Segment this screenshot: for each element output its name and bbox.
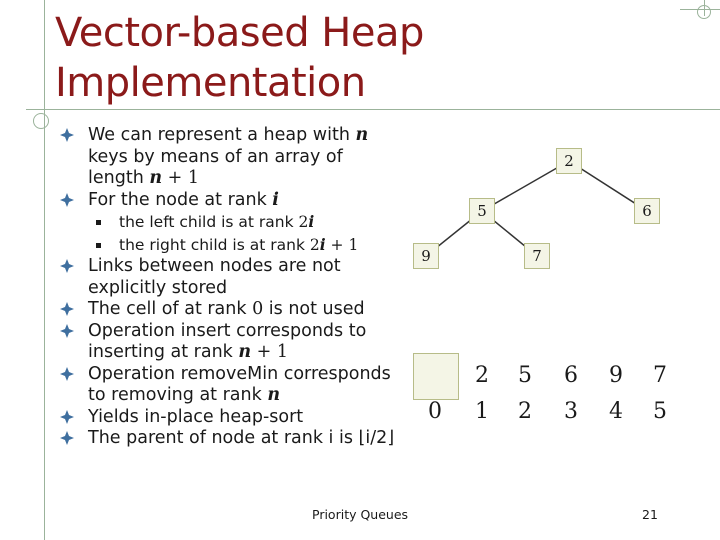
title-line-2: Implementation bbox=[55, 60, 366, 106]
bullet-removemin-operation: Operation removeMin corresponds to removing at rank n bbox=[60, 364, 400, 407]
array-index-0: 0 bbox=[428, 399, 442, 424]
array-value-4: 9 bbox=[609, 363, 623, 388]
bullet-parent-rank: The parent of node at rank i is ⌊i/2⌋ bbox=[60, 428, 400, 450]
subbullet-left-child: the left child is at rank 2i bbox=[60, 211, 400, 234]
subbullet-right-child: the right child is at rank 2i + 1 bbox=[60, 234, 400, 257]
heap-node-root: 2 bbox=[556, 148, 582, 174]
heap-node-left: 5 bbox=[469, 198, 495, 224]
bullet-heap-sort: Yields in-place heap-sort bbox=[60, 407, 400, 429]
bullet-insert-operation: Operation insert corresponds to inserting at rank n + 1 bbox=[60, 321, 400, 364]
array-value-5: 7 bbox=[653, 363, 667, 388]
array-cell-unused bbox=[413, 353, 459, 400]
heap-node-left-right: 7 bbox=[524, 243, 550, 269]
title-line-1: Vector-based Heap bbox=[55, 10, 424, 56]
array-value-3: 6 bbox=[564, 363, 578, 388]
bullet-node-at-rank: For the node at rank i bbox=[60, 190, 400, 212]
array-index-1: 1 bbox=[475, 399, 489, 424]
array-index-2: 2 bbox=[518, 399, 532, 424]
array-index-3: 3 bbox=[564, 399, 578, 424]
bullet-cell-zero-unused: The cell of at rank 0 is not used bbox=[60, 299, 400, 321]
array-value-1: 2 bbox=[475, 363, 489, 388]
page-number: 21 bbox=[642, 507, 658, 522]
footer-text: Priority Queues bbox=[312, 507, 409, 522]
array-index-4: 4 bbox=[609, 399, 623, 424]
array-value-2: 5 bbox=[518, 363, 532, 388]
bullet-links-not-stored: Links between nodes are not explicitly stored bbox=[60, 256, 400, 299]
heap-node-left-left: 9 bbox=[413, 243, 439, 269]
bullet-array-representation: We can represent a heap with n keys by means of an array of length n + 1 bbox=[60, 125, 400, 190]
array-index-5: 5 bbox=[653, 399, 667, 424]
heap-node-right: 6 bbox=[634, 198, 660, 224]
